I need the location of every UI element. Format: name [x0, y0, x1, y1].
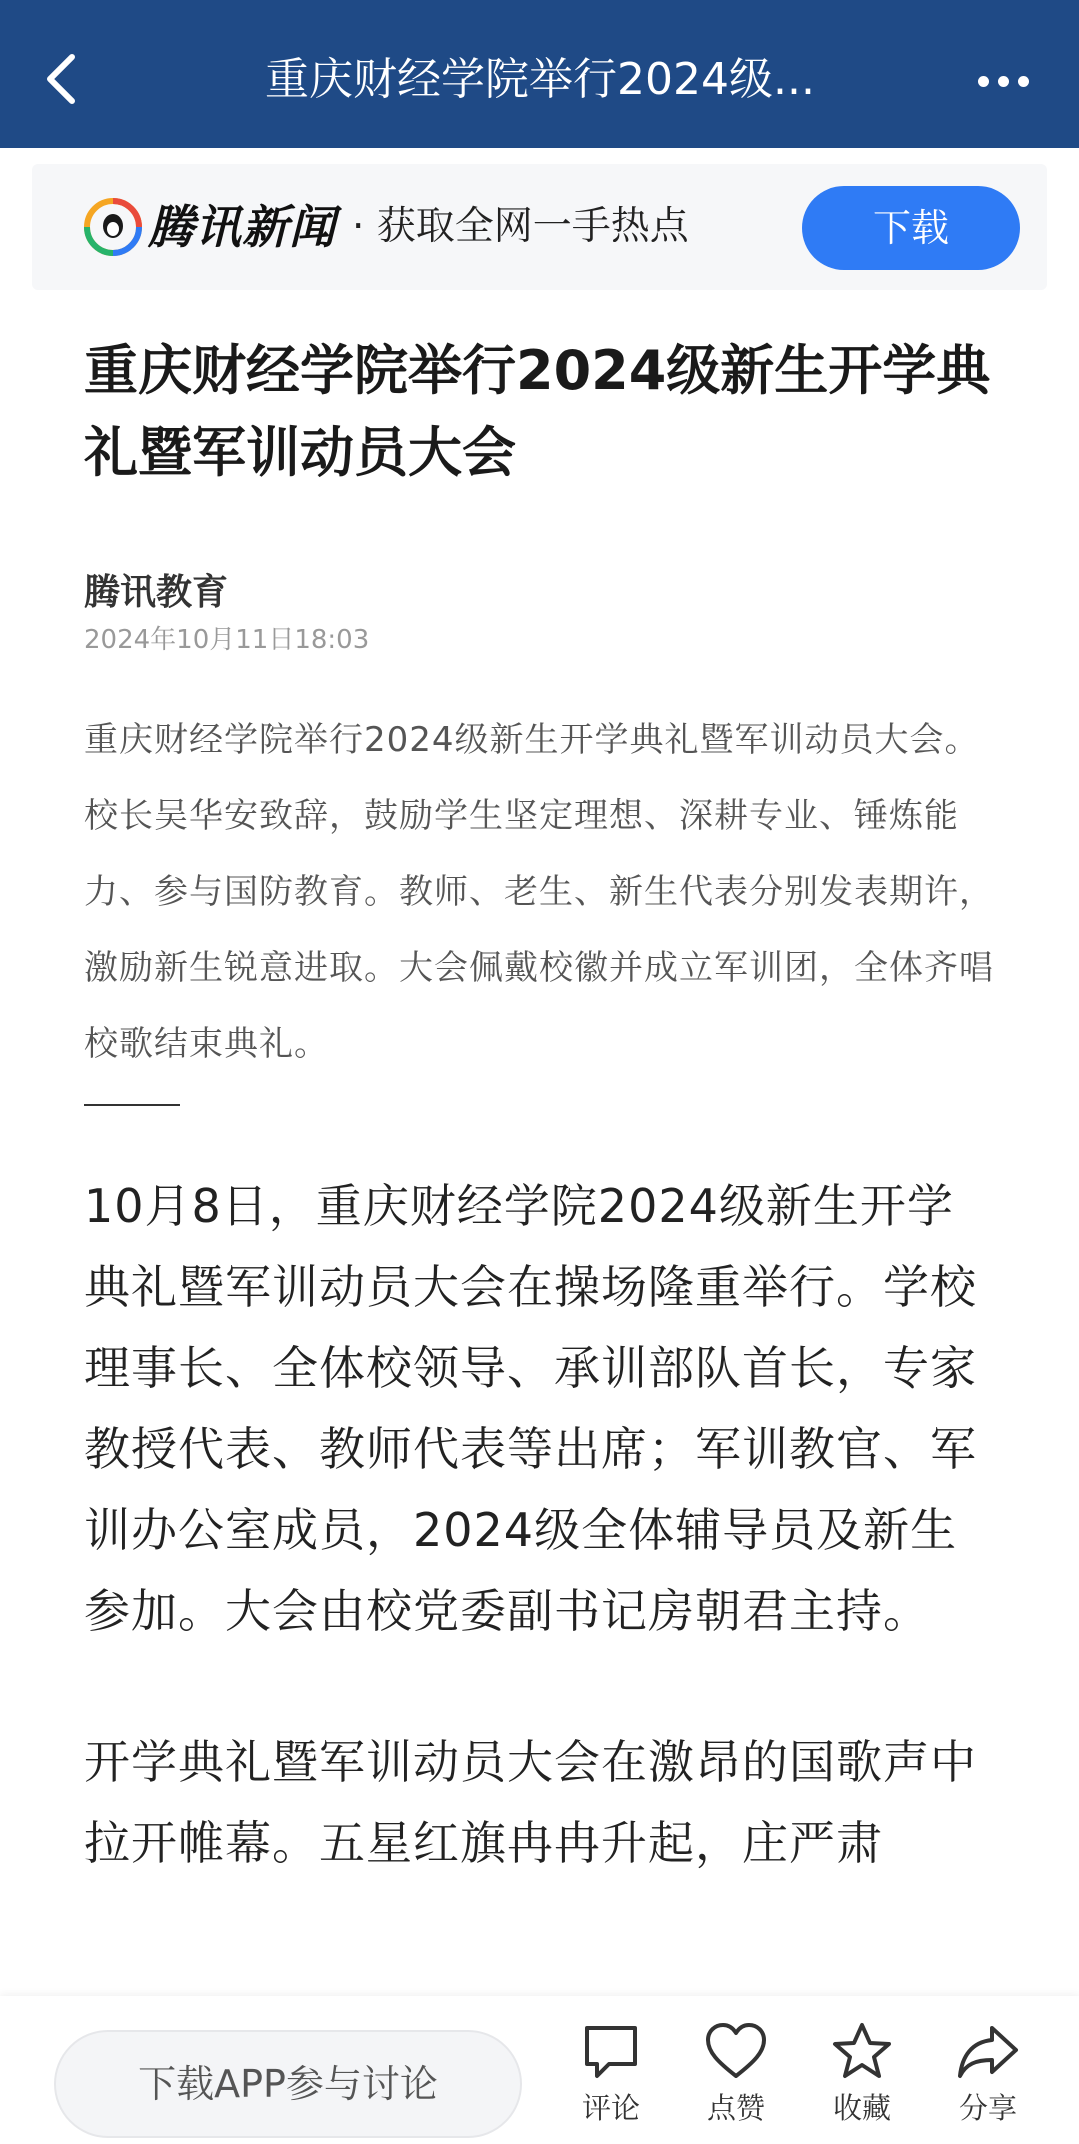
banner-slogan: · 获取全网一手热点 — [352, 204, 689, 249]
app-promo-banner[interactable] — [32, 164, 1047, 290]
comment-icon — [579, 2020, 643, 2084]
article-paragraph: 开学典礼暨军训动员大会在激昂的国歌声中拉开帷幕。五星红旗冉冉升起，庄严肃 — [84, 1735, 977, 1870]
back-button[interactable] — [32, 44, 92, 114]
download-button[interactable]: 下载 — [802, 186, 1020, 270]
like-button[interactable] — [686, 2020, 786, 2144]
share-icon — [956, 2020, 1020, 2084]
comment-input[interactable]: 下载APP参与讨论 — [54, 2030, 522, 2138]
summary-divider — [84, 1104, 180, 1106]
share-label: 分享 — [958, 2091, 1017, 2125]
article-paragraph: 10月8日，重庆财经学院2024级新生开学典礼暨军训动员大会在操场隆重举行。学校理事长、全体校领导、承训部队首长，专家教授代表、教师代表等出席；军训教官、军训办公室成员，2024级全体辅导员及新生参加。大会由校党委副书记房朝君主持。 — [84, 1179, 977, 1638]
publish-time: 2024年10月11日18:03 — [84, 625, 370, 655]
heart-icon — [704, 2020, 768, 2084]
article-content — [84, 330, 996, 1884]
more-dot-icon — [978, 76, 989, 87]
more-dot-icon — [1018, 76, 1029, 87]
tencent-news-logo-icon — [84, 198, 142, 256]
article-title: 重庆财经学院举行2024级新生开学典礼暨军训动员大会 — [84, 339, 991, 484]
like-label: 点赞 — [706, 2091, 765, 2125]
brand-name: 腾讯新闻 — [148, 200, 336, 254]
article-summary: 重庆财经学院举行2024级新生开学典礼暨军训动员大会。校长吴华安致辞，鼓励学生坚定理想、深耕专业、锤炼能力、参与国防教育。教师、老生、新生代表分别发表期许，激励新生锐意进取。大会佩戴校徽并成立军训团，全体齐唱校歌结束典礼。 — [84, 720, 994, 1064]
comment-button[interactable] — [561, 2020, 661, 2144]
favorite-button[interactable] — [812, 2020, 912, 2144]
star-icon — [830, 2020, 894, 2084]
bottom-action-bar — [0, 1996, 1079, 2144]
comment-label: 评论 — [581, 2091, 640, 2125]
top-navigation-bar — [0, 0, 1079, 148]
more-options-button[interactable] — [963, 56, 1043, 106]
favorite-label: 收藏 — [832, 2091, 891, 2125]
more-dot-icon — [998, 76, 1009, 87]
share-button[interactable] — [938, 2020, 1038, 2144]
chevron-left-icon — [42, 49, 82, 109]
page-title: 重庆财经学院举行2024级... — [265, 54, 815, 105]
article-author[interactable]: 腾讯教育 — [84, 572, 229, 613]
